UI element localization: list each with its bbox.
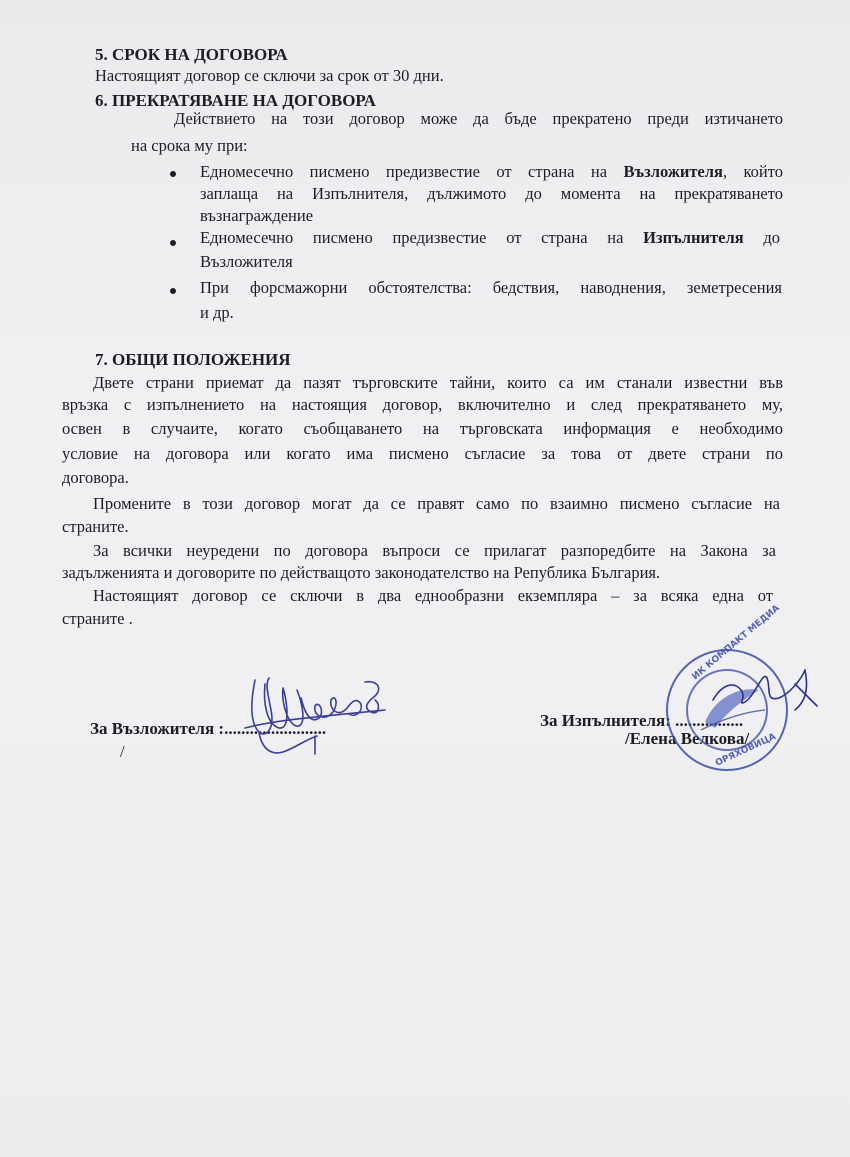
svg-text:ОРЯХОВИЦА: ОРЯХОВИЦА	[714, 731, 778, 769]
section-6-heading: 6. ПРЕКРАТЯВАНЕ НА ДОГОВОРА	[95, 91, 376, 110]
section-7-p1-line3: освен в случаите, когато съобщаването на търговската информация е необходимо	[62, 419, 783, 438]
section-7-p4-line1: Настоящият договор се сключи в два еднообразни екземпляра – за всяка една от	[93, 586, 773, 605]
section-7-p2-line2: страните.	[62, 517, 129, 536]
section-6-intro-line1: Действието на този договор може да бъде прекратено преди изтичането	[174, 109, 783, 128]
emphasis-contractor: Изпълнителя	[643, 228, 744, 247]
bullet-1-line2: заплаща на Изпълнителя, дължимото до момента на прекратяването	[200, 184, 783, 203]
section-5-text: Настоящият договор се сключи за срок от 30 дни.	[95, 66, 444, 85]
section-7-p3-line2: задълженията и договорите по действащото законодателство на Република България.	[62, 563, 661, 582]
section-7-p1-line4: условие на договора или когато има писмено съгласие за това от двете страни по	[62, 444, 783, 463]
client-handwritten-signature	[235, 670, 395, 770]
contractor-signature-label: За Изпълнителя: ................	[540, 711, 744, 730]
emphasis-client: Възложителя	[623, 162, 723, 181]
bullet-2-line1: Едномесечно писмено предизвестие от страна на Изпълнителя до	[200, 228, 780, 247]
svg-text:ИК КОМПАКТ МЕДИА: ИК КОМПАКТ МЕДИА	[690, 603, 782, 683]
bullet-3-line1: При форсмажорни обстоятелства: бедствия, наводнения, земетресения	[200, 278, 782, 297]
section-5-heading: 5. СРОК НА ДОГОВОРА	[95, 45, 288, 64]
client-signature-label: За Възложителя :........................	[90, 719, 327, 738]
contractor-name: /Елена Велкова/	[625, 729, 750, 748]
section-7-heading: 7. ОБЩИ ПОЛОЖЕНИЯ	[95, 350, 291, 369]
section-7-p4-line2: страните .	[62, 609, 133, 628]
bullet-marker	[170, 288, 176, 294]
section-6-intro-line2: на срока му при:	[131, 136, 248, 155]
section-7-p2-line1: Промените в този договор могат да се правят само по взаимно писмено съгласие на	[93, 494, 780, 513]
section-7-p3-line1: За всички неуредени по договора въпроси се прилагат разпоредбите на Закона за	[93, 541, 776, 560]
bullet-1-line1: Едномесечно писмено предизвестие от страна на Възложителя, който	[200, 162, 783, 181]
bullet-marker	[170, 171, 176, 177]
section-7-p1-line1: Двете страни приемат да пазят търговските тайни, които са им станали известни във	[93, 373, 783, 392]
bullet-3-line2: и др.	[200, 303, 234, 322]
company-stamp	[655, 603, 825, 780]
client-name: /	[120, 742, 125, 761]
bullet-marker	[170, 240, 176, 246]
bullet-1-line3: възнаграждение	[200, 206, 314, 225]
section-7-p1-line2: връзка с изпълнението на настоящия договор, включително и след прекратяването му,	[62, 395, 783, 414]
bullet-2-line2: Възложителя	[200, 252, 293, 271]
section-7-p1-line5: договора.	[62, 468, 129, 487]
